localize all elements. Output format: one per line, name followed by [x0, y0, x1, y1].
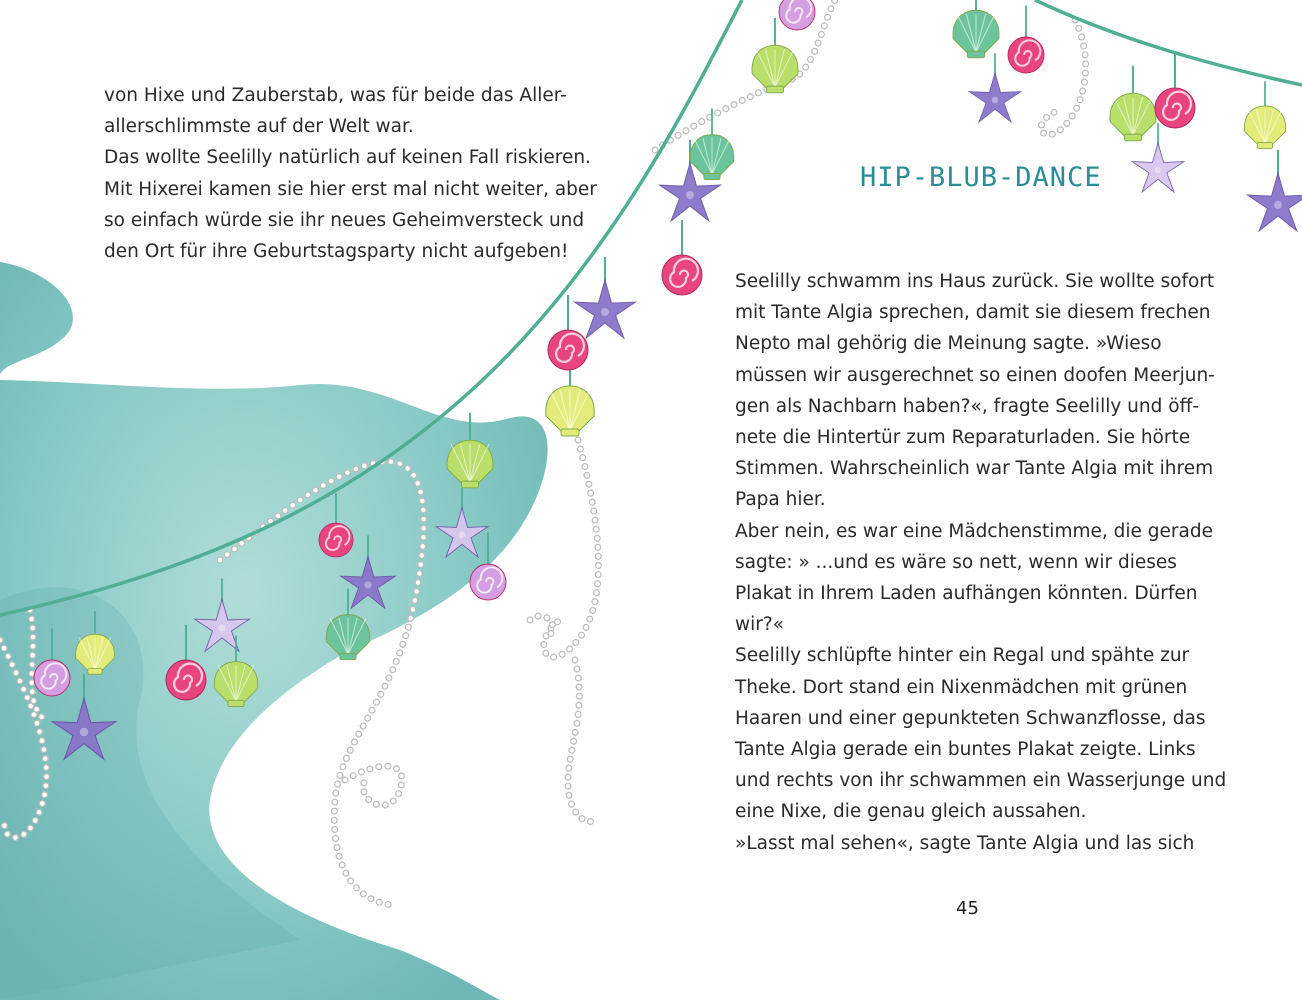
shell-icon: [1244, 81, 1285, 148]
text-line: gen als Nachbarn haben?«, fragte Seelilly und öff-: [735, 395, 1199, 417]
snail-shell-icon: [1155, 53, 1195, 128]
text-line: den Ort für ihre Geburtstagsparty nicht aufgeben!: [104, 241, 569, 263]
text-line: eine Nixe, die genau gleich aussahen.: [735, 801, 1087, 823]
text-line: Aber nein, es war eine Mädchenstimme, die gerade: [735, 520, 1213, 542]
starfish-icon: [575, 257, 636, 338]
text-line: »Lasst mal sehen«, sagte Tante Algia und las sich: [735, 832, 1195, 854]
text-line: nete die Hintertür zum Reparaturladen. Sie hörte: [735, 427, 1191, 449]
text-line: Das wollte Seelilly natürlich auf keinen Fall riskieren.: [104, 147, 591, 169]
shell-icon: [690, 109, 734, 180]
text-line: Nepto mal gehörig die Meinung sagte. »Wieso: [735, 333, 1162, 355]
text-line: Tante Algia gerade ein buntes Plakat zeigte. Links: [735, 739, 1196, 761]
text-line: Plakat in Ihrem Laden aufhängen könnten. Dürfen: [735, 583, 1198, 605]
chapter-title: HIP-BLUB-DANCE: [860, 162, 1102, 193]
text-line: von Hixe und Zauberstab, was für beide das Aller-: [104, 85, 567, 106]
text-line: Seelilly schwamm ins Haus zurück. Sie wollte sofort: [735, 271, 1215, 292]
left-page-text: [104, 80, 597, 267]
snail-shell-icon: [779, 0, 815, 30]
text-line: Stimmen. Wahrscheinlich war Tante Algia mit ihrem: [735, 458, 1214, 480]
text-line: so einfach würde sie ihr neues Geheimversteck und: [104, 209, 585, 231]
text-line: müssen wir ausgerechnet so einen doofen Meerjun-: [735, 364, 1215, 386]
garland-string-top: [1035, 0, 1302, 85]
text-line: allerschlimmste auf der Welt war.: [104, 116, 414, 138]
starfish-icon: [1248, 150, 1302, 231]
snail-shell-icon: [1008, 5, 1044, 73]
text-line: Haaren und einer gepunkteten Schwanzflosse, das: [735, 707, 1206, 729]
text-line: mit Tante Algia sprechen, damit sie diesem frechen: [735, 302, 1211, 324]
right-page-text: [735, 266, 1226, 859]
text-line: und rechts von ihr schwammen ein Wasserjunge und: [735, 770, 1227, 792]
text-line: Seelilly schlüpfte hinter ein Regal und spähte zur: [735, 645, 1190, 667]
text-line: Papa hier.: [735, 489, 826, 511]
text-line: wir?«: [735, 614, 785, 636]
snail-shell-icon: [662, 220, 702, 295]
bubble-trail-inner: [345, 766, 402, 805]
text-line: sagte: » ...und es wäre so nett, wenn wir dieses: [735, 551, 1177, 573]
text-line: Mit Hixerei kamen sie hier erst mal nicht weiter, aber: [104, 178, 597, 200]
text-line: Theke. Dort stand ein Nixenmädchen mit grünen: [735, 676, 1188, 698]
page-number: 45: [956, 898, 979, 919]
shell-icon: [953, 0, 999, 58]
shell-icon: [1110, 66, 1156, 141]
